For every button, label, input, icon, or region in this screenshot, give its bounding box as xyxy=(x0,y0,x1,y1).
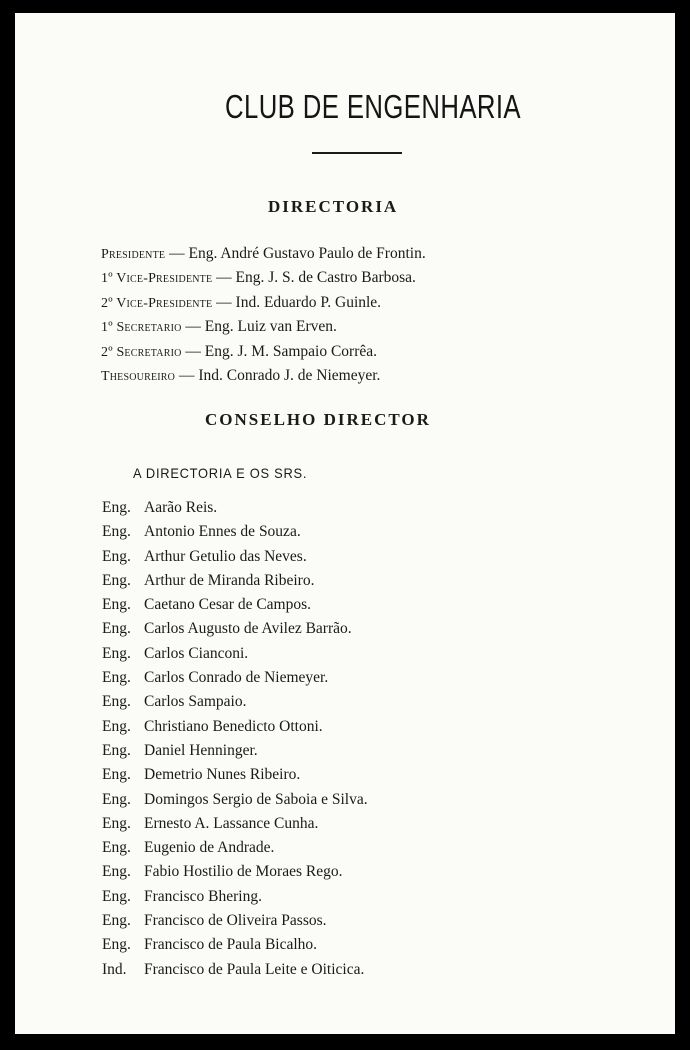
member-row xyxy=(102,836,368,860)
member-prefix: Eng. xyxy=(102,596,131,614)
member-name: Caetano Cesar de Campos. xyxy=(144,596,312,614)
officer-text: — Eng. J. M. Sampaio Corrêa. xyxy=(181,342,377,360)
officer-role: 1º Vice-Presidente xyxy=(101,271,213,287)
directoria-heading: DIRECTORIA xyxy=(268,197,399,216)
officer-text: — Eng. André Gustavo Paulo de Frontin. xyxy=(165,245,426,262)
officer-row xyxy=(101,266,426,290)
member-prefix: Eng. xyxy=(102,863,131,881)
member-prefix: Eng. xyxy=(102,717,131,735)
member-name: Aarão Reis. xyxy=(144,499,218,516)
member-prefix: Eng. xyxy=(102,693,131,711)
member-name: Francisco de Paula Bicalho. xyxy=(144,936,318,954)
officer-row xyxy=(101,340,426,364)
member-name: Francisco Bhering. xyxy=(144,887,262,905)
member-row xyxy=(102,666,368,690)
officer-role: 2º Secretario xyxy=(101,344,182,360)
member-row xyxy=(102,812,368,836)
officer-row xyxy=(101,291,426,315)
officer-role: 1º Secretario xyxy=(101,320,182,336)
member-name: Carlos Augusto de Avilez Barrão. xyxy=(144,620,352,638)
officer-text: — Eng. Luiz van Erven. xyxy=(181,318,337,336)
member-name: Arthur Getulio das Neves. xyxy=(144,547,307,565)
member-prefix: Eng. xyxy=(102,499,131,516)
member-name: Arthur de Miranda Ribeiro. xyxy=(144,571,315,589)
member-name: Francisco de Oliveira Passos. xyxy=(144,912,327,930)
officer-role: 2º Vice-Presidente xyxy=(101,295,213,311)
member-row xyxy=(102,496,368,520)
member-name: Antonio Ennes de Souza. xyxy=(144,523,301,541)
title-rule xyxy=(312,152,402,154)
member-row xyxy=(102,860,368,884)
member-name: Francisco de Paula Leite e Oiticica. xyxy=(144,960,365,978)
officer-row xyxy=(101,242,426,266)
officer-role: Presidente xyxy=(101,247,166,262)
page-title: CLUB DE ENGENHARIA xyxy=(225,88,521,125)
member-row xyxy=(102,642,368,666)
member-row xyxy=(102,545,368,569)
officers-list xyxy=(101,242,426,388)
member-prefix: Eng. xyxy=(102,936,131,954)
member-prefix: Eng. xyxy=(102,620,131,638)
member-prefix: Eng. xyxy=(102,669,131,687)
member-row xyxy=(102,593,368,617)
member-name: Eugenio de Andrade. xyxy=(144,839,275,857)
member-row xyxy=(102,739,368,763)
member-name: Carlos Sampaio. xyxy=(144,693,247,711)
member-prefix: Eng. xyxy=(102,814,131,832)
member-prefix: Eng. xyxy=(102,741,131,759)
member-prefix: Eng. xyxy=(102,790,131,808)
officer-row xyxy=(101,315,426,339)
member-row xyxy=(102,909,368,933)
member-prefix: Eng. xyxy=(102,644,131,662)
conselho-intro: A DIRECTORIA E OS SRS. xyxy=(133,465,308,481)
member-row xyxy=(102,763,368,787)
conselho-heading: CONSELHO DIRECTOR xyxy=(205,410,431,429)
member-name: Daniel Henninger. xyxy=(144,741,258,759)
member-name: Domingos Sergio de Saboia e Silva. xyxy=(144,790,368,808)
officer-text: — Ind. Conrado J. de Niemeyer. xyxy=(175,366,381,384)
member-row xyxy=(102,885,368,909)
member-prefix: Eng. xyxy=(102,839,131,857)
member-row xyxy=(102,715,368,739)
member-prefix: Eng. xyxy=(102,766,131,784)
member-prefix: Eng. xyxy=(102,547,131,565)
member-row xyxy=(102,788,368,812)
member-name: Carlos Cianconi. xyxy=(144,644,249,662)
member-prefix: Eng. xyxy=(102,523,131,541)
member-prefix: Ind. xyxy=(102,960,127,978)
member-name: Ernesto A. Lassance Cunha. xyxy=(144,814,319,832)
officer-text: — Eng. J. S. de Castro Barbosa. xyxy=(212,269,416,287)
member-row xyxy=(102,569,368,593)
officer-role: Thesoureiro xyxy=(101,368,176,384)
member-name: Carlos Conrado de Niemeyer. xyxy=(144,669,329,687)
member-row xyxy=(102,690,368,714)
member-row xyxy=(102,958,368,982)
member-prefix: Eng. xyxy=(102,887,131,905)
document-page xyxy=(15,13,675,1034)
member-name: Christiano Benedicto Ottoni. xyxy=(144,717,323,735)
member-name: Demetrio Nunes Ribeiro. xyxy=(144,766,301,784)
member-prefix: Eng. xyxy=(102,571,131,589)
officer-row xyxy=(101,364,426,388)
members-list xyxy=(102,496,368,982)
member-prefix: Eng. xyxy=(102,912,131,930)
member-name: Fabio Hostilio de Moraes Rego. xyxy=(144,863,343,881)
member-row xyxy=(102,520,368,544)
member-row xyxy=(102,933,368,957)
officer-text: — Ind. Eduardo P. Guinle. xyxy=(212,293,382,311)
member-row xyxy=(102,617,368,641)
